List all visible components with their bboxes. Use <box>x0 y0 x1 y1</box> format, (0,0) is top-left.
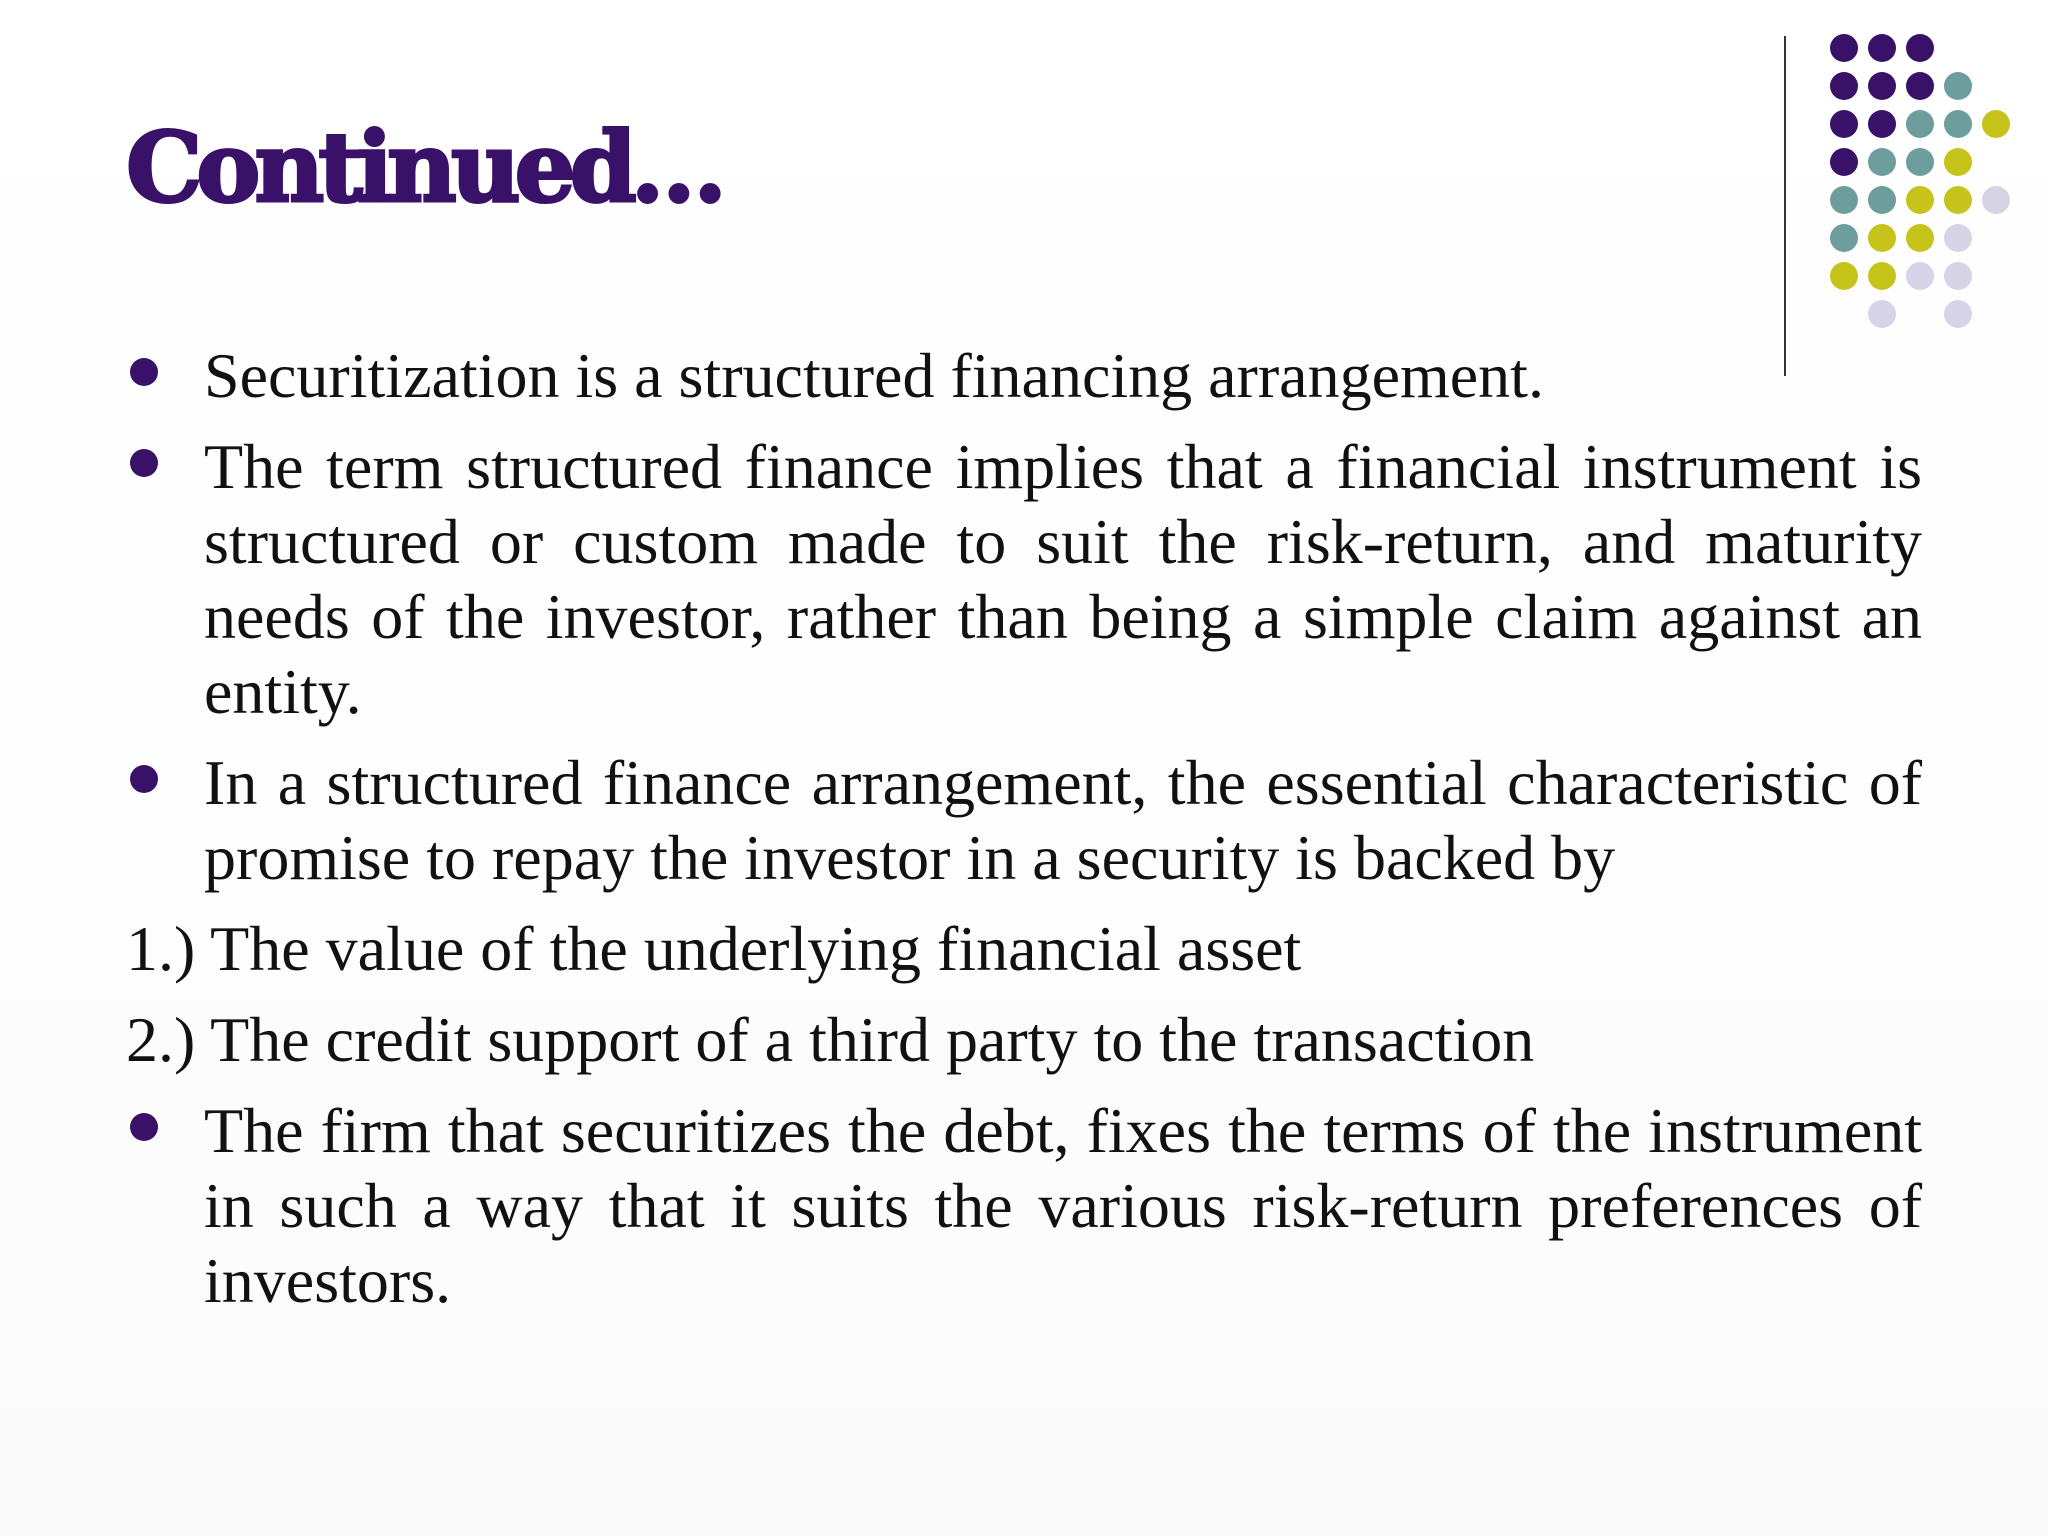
decorative-dot <box>1868 186 1896 214</box>
decorative-dot <box>1944 186 1972 214</box>
decorative-dot <box>1944 110 1972 138</box>
bullet-item <box>126 429 1922 729</box>
slide-title: Continued… <box>126 111 721 224</box>
decorative-dot <box>1868 300 1896 328</box>
bullet-dot-icon <box>130 765 158 793</box>
decorative-dot <box>1868 110 1896 138</box>
decorative-dot <box>1830 110 1858 138</box>
decorative-dot <box>1906 34 1934 62</box>
decorative-dot <box>1830 34 1858 62</box>
bullet-item <box>126 745 1922 895</box>
numbered-item <box>126 1002 1922 1077</box>
decorative-dot <box>1906 186 1934 214</box>
decorative-dot <box>1944 72 1972 100</box>
decorative-dot <box>1868 72 1896 100</box>
decorative-dot <box>1868 262 1896 290</box>
item-text: 2.) The credit support of a third party to the transaction <box>126 1004 1535 1075</box>
decorative-dot <box>1868 148 1896 176</box>
numbered-item <box>126 911 1922 986</box>
decorative-dot <box>1906 110 1934 138</box>
decorative-dot <box>1906 72 1934 100</box>
decorative-dot <box>1944 262 1972 290</box>
item-text: In a structured finance arrangement, the essential characteristic of promise to repay the investor in a security is backed by <box>204 747 1922 893</box>
decorative-dot <box>1868 224 1896 252</box>
slide-body <box>126 338 1922 1334</box>
decorative-dot <box>1830 262 1858 290</box>
decorative-dot <box>1982 186 2010 214</box>
decorative-dot <box>1906 262 1934 290</box>
bullet-dot-icon <box>130 358 158 386</box>
decorative-dot <box>1830 148 1858 176</box>
vertical-divider <box>1784 36 1786 376</box>
decorative-dot <box>1906 224 1934 252</box>
item-text: The term structured finance implies that a financial instrument is structured or custom made to suit the risk-return, and maturity needs of the investor, rather than being a simple claim against an entity. <box>204 431 1922 727</box>
decorative-dot <box>1830 72 1858 100</box>
decorative-dot <box>1944 224 1972 252</box>
decorative-dot <box>1944 148 1972 176</box>
item-text: The firm that securitizes the debt, fixes the terms of the instrument in such a way that it suits the various risk-return preferences of investors. <box>204 1095 1922 1316</box>
decorative-dot <box>1982 110 2010 138</box>
bullet-item <box>126 338 1922 413</box>
bullet-dot-icon <box>130 1113 158 1141</box>
decorative-dot <box>1830 224 1858 252</box>
item-text: Securitization is a structured financing arrangement. <box>204 340 1544 411</box>
item-text: 1.) The value of the underlying financial asset <box>126 913 1302 984</box>
bullet-dot-icon <box>130 449 158 477</box>
bullet-item <box>126 1093 1922 1318</box>
decorative-dot <box>1830 186 1858 214</box>
decorative-dot <box>1906 148 1934 176</box>
decorative-dot <box>1944 300 1972 328</box>
decorative-dot <box>1868 34 1896 62</box>
